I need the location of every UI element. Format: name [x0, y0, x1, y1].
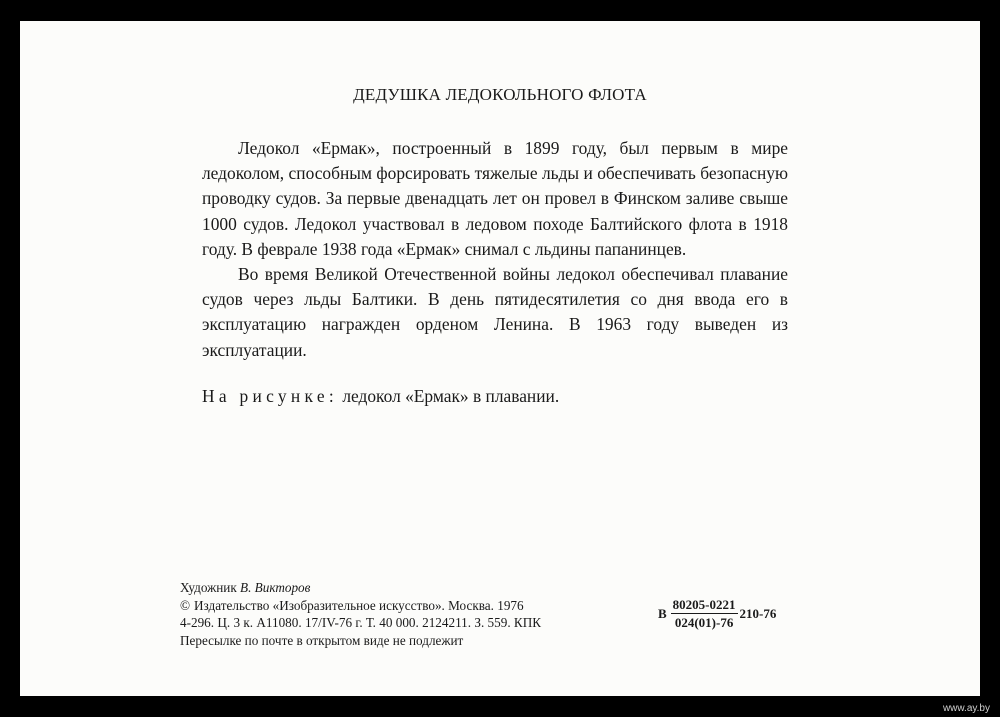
paragraph-1: Ледокол «Ермак», построенный в 1899 году, был первым в мире ледоколом, способным форсировать тяжелые льды и обеспечивать безопасную проводку судов. За первые двенадцать лет он провел в Финском заливе свыше 1000 судов. Ледокол участвовал в ледовом походе Балтийского флота в 1918 году. В феврале 1938 года «Ермак» снимал с льдины папанинцев. [202, 138, 788, 259]
imprint [180, 579, 541, 649]
publisher-text: Издательство «Изобразительное искусство». Москва. 1976 [194, 597, 524, 613]
index-prefix: В [658, 605, 667, 621]
print-info: 4-296. Ц. 3 к. А11080. 17/IV-76 г. Т. 40 000. 2124211. З. 559. КПК [180, 615, 542, 630]
paragraph-2: Во время Великой Отечественной войны ледокол обеспечивал плавание судов через льды Балтики. В день пятидесятилетия со дня ввода его в эксплуатацию награжден орденом Ленина. В 1963 году выведен из эксплуатации. [202, 264, 788, 360]
site-watermark: www.ay.by [942, 703, 990, 714]
index-fraction [671, 597, 738, 630]
index-code [658, 597, 776, 630]
artist-line [180, 579, 541, 597]
page-title: ДЕДУШКА ЛЕДОКОЛЬНОГО ФЛОТА [353, 85, 647, 104]
caption-text: ледокол «Ермак» в плавании. [338, 385, 560, 406]
artist-name: В. Викторов [240, 580, 311, 595]
artist-label: Художник [180, 580, 241, 595]
index-denominator: 024(01)-76 [674, 615, 734, 630]
copyright-icon: © [180, 597, 191, 613]
description-text [202, 136, 788, 409]
postcard-back [20, 21, 980, 696]
index-suffix: 210-76 [739, 605, 777, 621]
caption-label: На рисунке: [202, 385, 338, 406]
postal-note: Пересылке по почте в открытом виде не подлежит [180, 632, 464, 648]
publisher-line [180, 597, 541, 615]
index-numerator: 80205-0221 [672, 597, 736, 612]
picture-caption [202, 384, 788, 409]
